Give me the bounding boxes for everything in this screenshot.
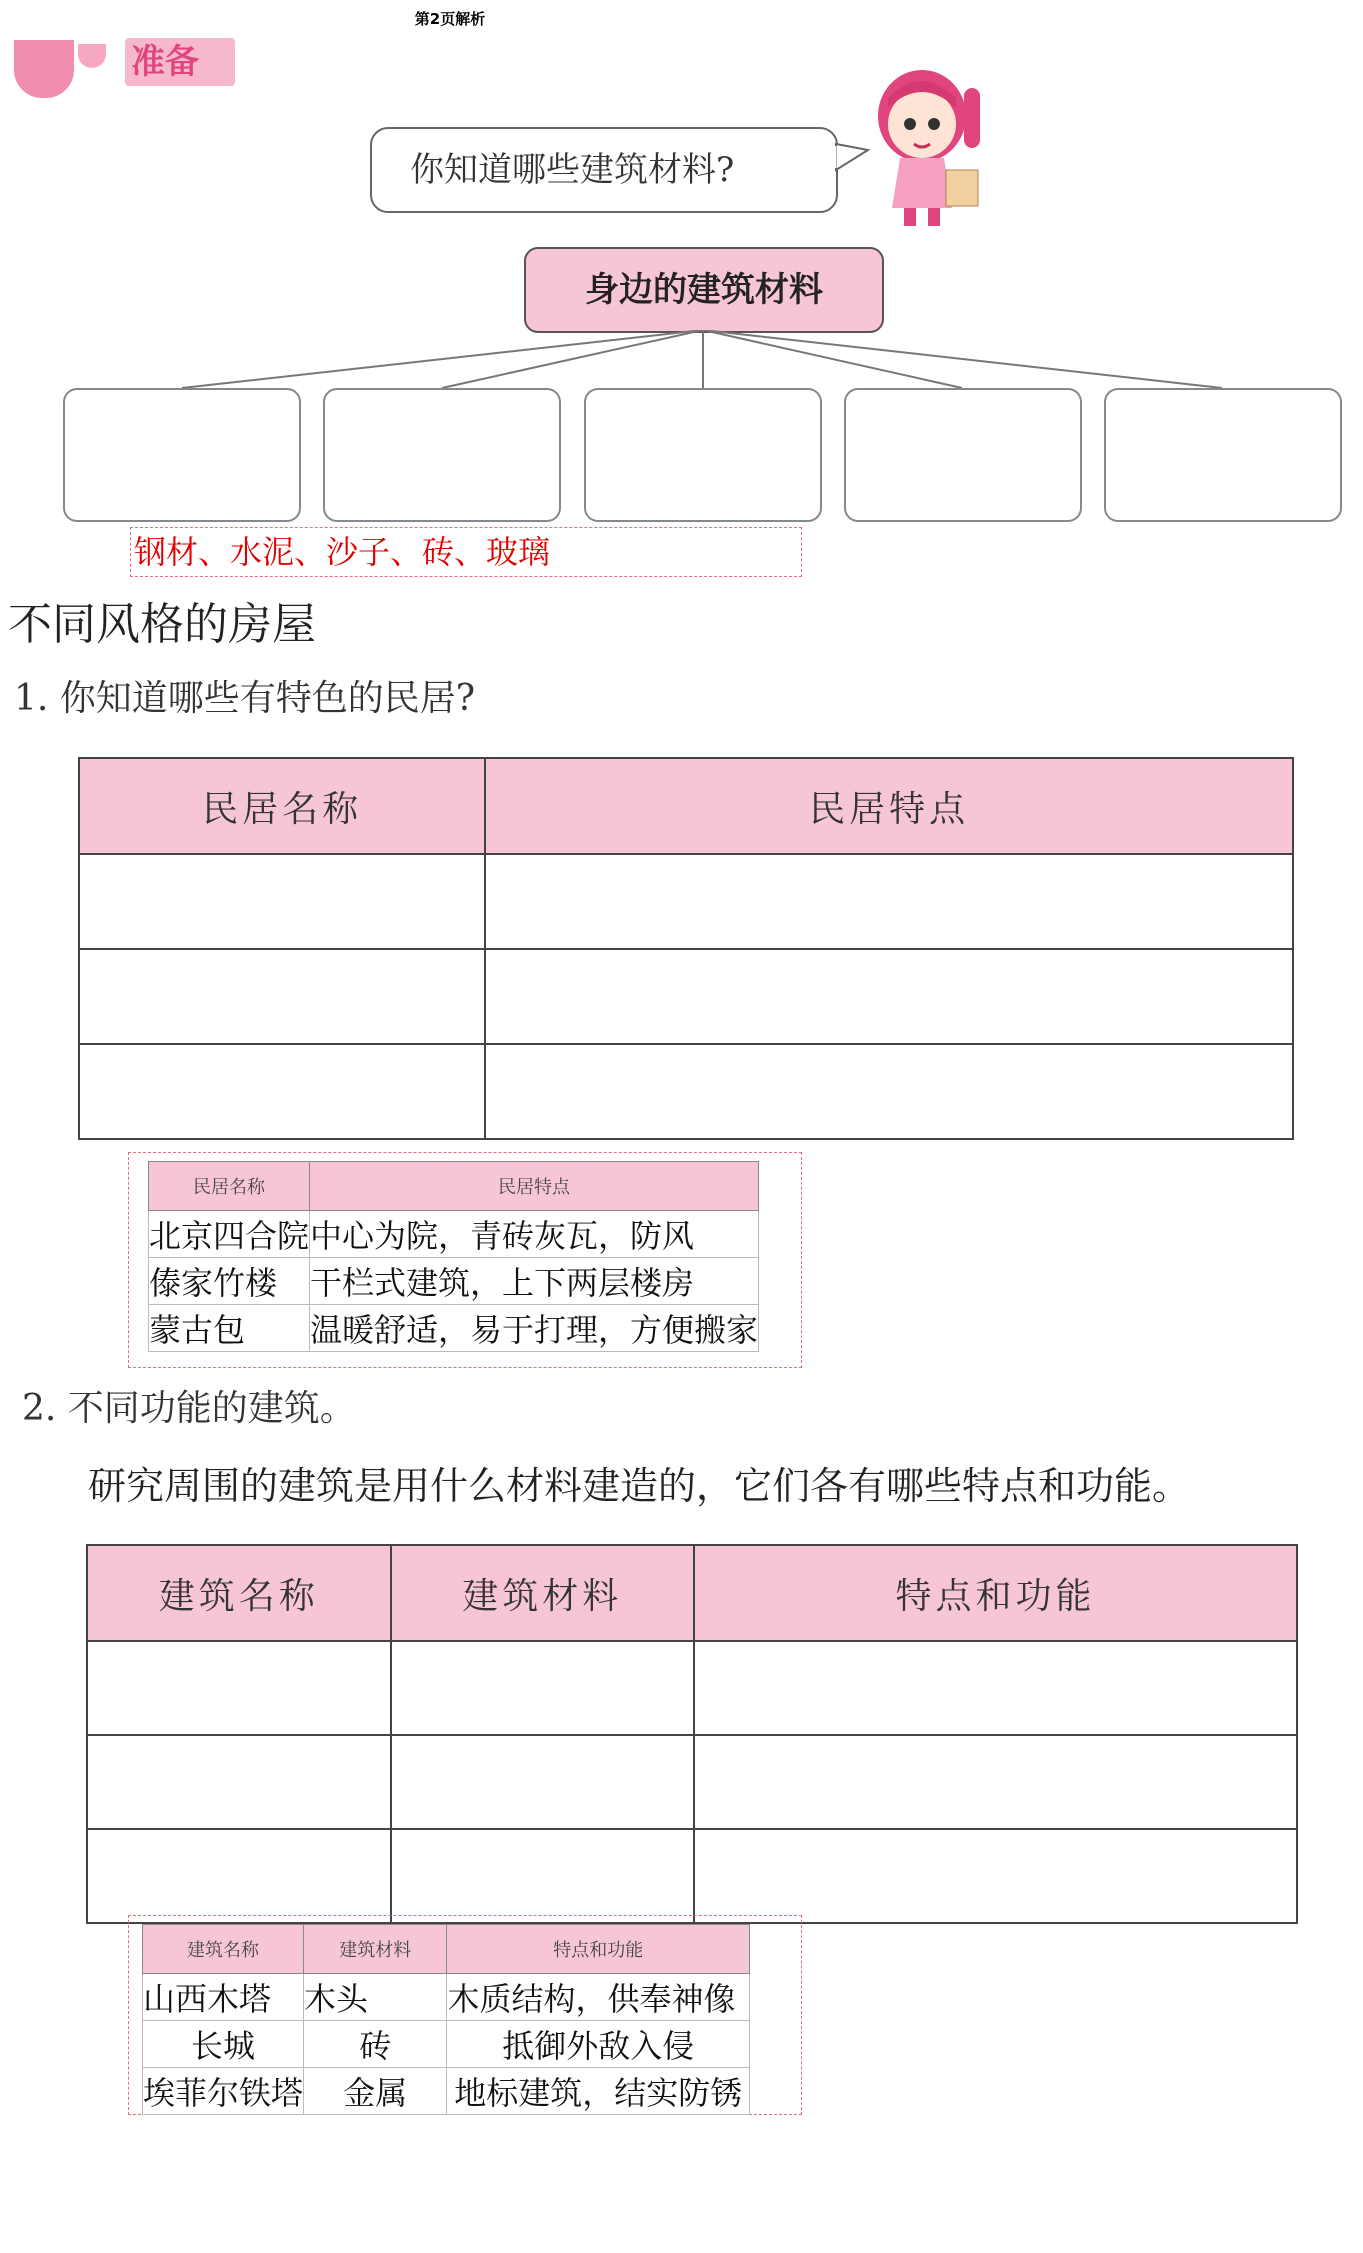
dwelling-table: [78, 757, 1294, 1140]
table-cell: [694, 1829, 1297, 1923]
table-header: 建筑材料: [391, 1545, 695, 1641]
question-2: 2. 不同功能的建筑。: [22, 1388, 356, 1429]
table-cell: [485, 1044, 1293, 1139]
table-row: [143, 2021, 750, 2068]
table-row: [143, 1974, 750, 2021]
table-cell: 山西木塔: [143, 1974, 304, 2021]
building-table: [86, 1544, 1298, 1924]
answer-dwelling-table: [148, 1161, 759, 1352]
answer-materials: 钢材、水泥、沙子、砖、玻璃: [134, 533, 551, 571]
answer-table-header: 民居名称: [149, 1162, 310, 1211]
table-cell: 抵御外敌入侵: [447, 2021, 750, 2068]
table-cell: [79, 1044, 485, 1139]
table-cell: [391, 1829, 695, 1923]
page-header: 第2页解析: [414, 10, 486, 28]
section-title: 不同风格的房屋: [8, 599, 316, 650]
table-cell: [87, 1829, 391, 1923]
material-box-2: [323, 388, 561, 522]
speech-bubble: 你知道哪些建筑材料?: [370, 127, 838, 213]
table-cell: 温暖舒适，易于打理，方便搬家: [310, 1305, 759, 1352]
table-cell: [485, 949, 1293, 1044]
table-row: [143, 2068, 750, 2115]
table-header: 民居特点: [485, 758, 1293, 854]
prep-badge: 准备: [125, 38, 235, 86]
table-row: [149, 1305, 759, 1352]
answer-table-header: 建筑材料: [304, 1925, 447, 1974]
table-cell: 长城: [143, 2021, 304, 2068]
material-box-3: [584, 388, 822, 522]
answer-table-header: 特点和功能: [447, 1925, 750, 1974]
table-cell: [87, 1735, 391, 1829]
table-cell: 中心为院，青砖灰瓦，防风: [310, 1211, 759, 1258]
table-row: [149, 1211, 759, 1258]
diagram-title: 身边的建筑材料: [524, 247, 884, 333]
table-cell: 干栏式建筑，上下两层楼房: [310, 1258, 759, 1305]
question-2-prompt: 研究周围的建筑是用什么材料建造的，它们各有哪些特点和功能。: [88, 1464, 1191, 1508]
answer-table-header: 民居特点: [310, 1162, 759, 1211]
table-cell: 傣家竹楼: [149, 1258, 310, 1305]
table-cell: 金属: [304, 2068, 447, 2115]
table-cell: [485, 854, 1293, 949]
material-box-5: [1104, 388, 1342, 522]
girl-illustration-icon: [860, 58, 990, 228]
table-header: 特点和功能: [694, 1545, 1297, 1641]
table-row: [149, 1258, 759, 1305]
table-cell: [694, 1641, 1297, 1735]
material-box-1: [63, 388, 301, 522]
table-cell: 蒙古包: [149, 1305, 310, 1352]
cup-decoration: [14, 40, 74, 98]
table-cell: 地标建筑，结实防锈: [447, 2068, 750, 2115]
table-cell: 埃菲尔铁塔: [143, 2068, 304, 2115]
tree-connector-lines: [0, 330, 1363, 390]
table-cell: 砖: [304, 2021, 447, 2068]
table-cell: [391, 1641, 695, 1735]
cup-decoration-small: [78, 44, 106, 68]
answer-table-header: 建筑名称: [143, 1925, 304, 1974]
material-box-4: [844, 388, 1082, 522]
question-1: 1. 你知道哪些有特色的民居?: [14, 678, 476, 719]
table-cell: [87, 1641, 391, 1735]
table-cell: 北京四合院: [149, 1211, 310, 1258]
table-cell: [391, 1735, 695, 1829]
table-cell: [79, 854, 485, 949]
answer-building-table: [142, 1924, 750, 2115]
table-header: 民居名称: [79, 758, 485, 854]
table-header: 建筑名称: [87, 1545, 391, 1641]
table-cell: 木质结构，供奉神像: [447, 1974, 750, 2021]
table-cell: [694, 1735, 1297, 1829]
table-cell: [79, 949, 485, 1044]
table-cell: 木头: [304, 1974, 447, 2021]
